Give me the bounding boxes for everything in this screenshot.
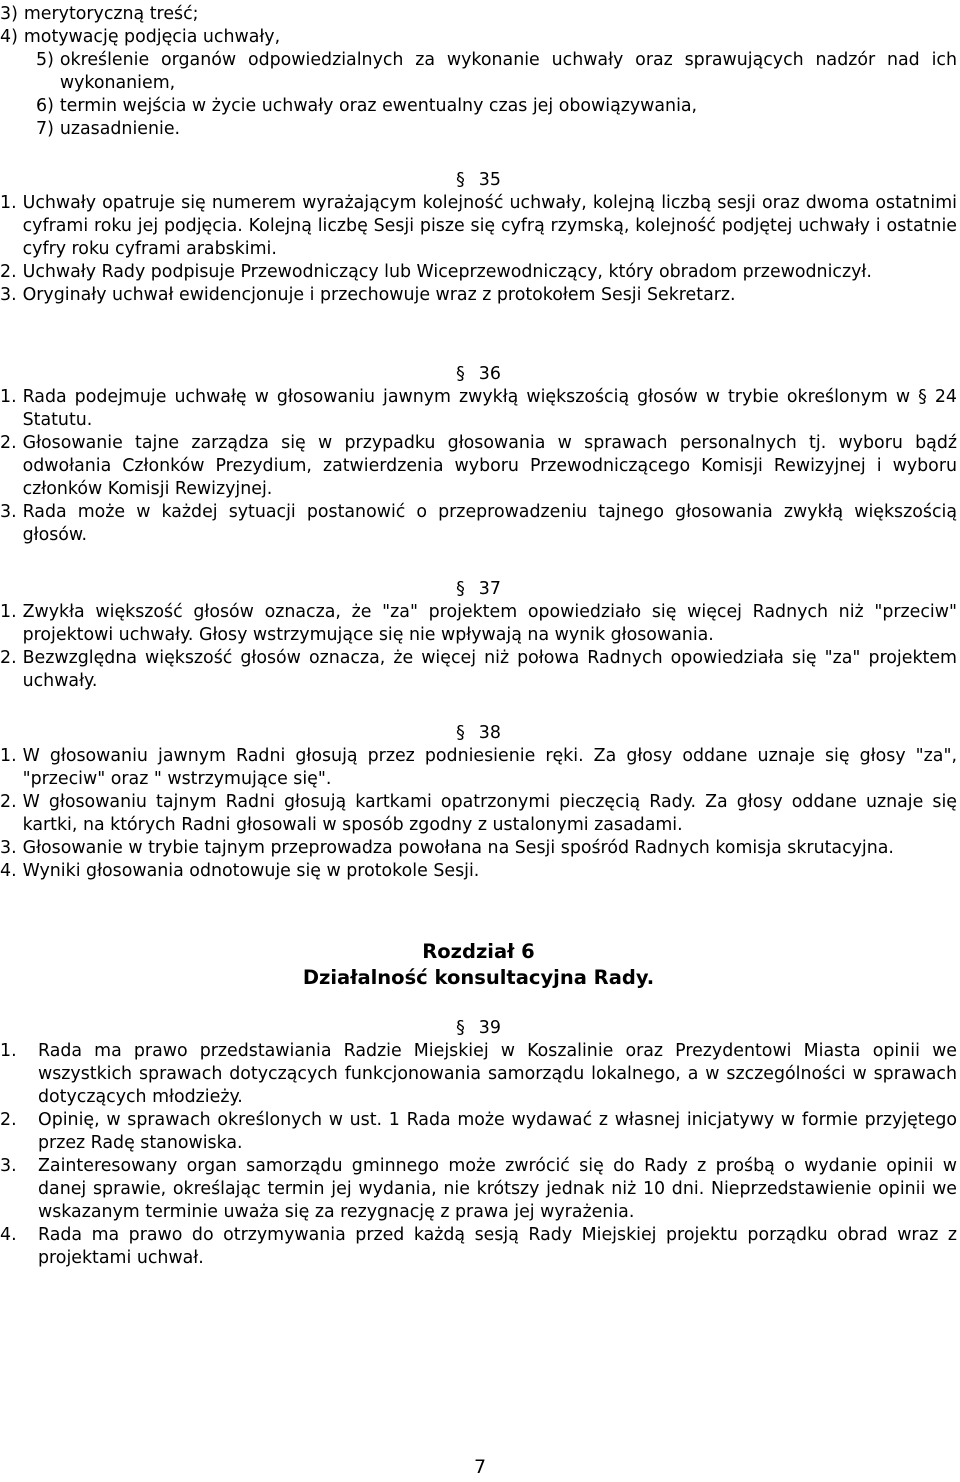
item-number: 5) (36, 50, 54, 70)
page-number: 7 (473, 1456, 487, 1478)
item-number: 2. (0, 262, 17, 282)
item-text: Uchwały Rady podpisuje Przewodniczący lub Wiceprzewodniczący, który obradom przewodniczył. (22, 262, 872, 282)
item-number: 2. (0, 792, 17, 812)
paragraph-symbol: § (456, 1018, 465, 1038)
paragraph-number: 37 (478, 579, 501, 599)
lead-list (0, 3, 957, 141)
item-number: 2. (0, 433, 17, 453)
chapter-subtitle: Działalność konsultacyjna Rady. (302, 966, 655, 989)
item-text: określenie organów odpowiedzialnych za wykonanie uchwały oraz sprawujących nadzór nad ich wykonaniem, (59, 50, 957, 93)
item-text: Rada ma prawo do otrzymywania przed każdą sesją Rady Miejskiej projektu porządku obrad wraz z projektami uchwał. (38, 1225, 957, 1268)
chapter-title: Rozdział 6 (422, 940, 535, 963)
paragraph-heading (0, 1017, 957, 1040)
item-number: 2. (0, 1110, 17, 1130)
list-item (0, 192, 957, 261)
paragraph-symbol: § (456, 579, 465, 599)
item-number: 7) (36, 119, 54, 139)
item-text: Głosowanie w trybie tajnym przeprowadza powołana na Sesji spośród Radnych komisja skrutacyjna. (22, 838, 894, 858)
item-number: 3. (0, 285, 17, 305)
lead-item (0, 49, 957, 95)
item-number: 4) (0, 27, 18, 47)
item-text: Zainteresowany organ samorządu gminnego może zwrócić się do Rady z prośbą o wydanie opinii w danej sprawie, określając termin jej wydania, nie krótszy jednak niż 10 dni. Nieprzedstawienie opinii we wskazanym terminie uważa się za rezygnację z prawa jej wyrażenia. (38, 1156, 957, 1222)
item-text-part: Rada podejmuje uchwałę w głosowaniu jawnym zwykłą większością głosów w trybie określonym w (22, 387, 919, 407)
list-item (0, 601, 957, 647)
item-number: 1. (0, 1041, 17, 1061)
item-number: 3. (0, 838, 17, 858)
lead-item (0, 3, 957, 26)
list-item (0, 1224, 957, 1270)
section-37 (0, 578, 957, 693)
lead-item (0, 118, 957, 141)
paragraph-number: 39 (478, 1018, 501, 1038)
paragraph-symbol: § (456, 170, 465, 190)
list-item (0, 261, 957, 284)
item-text: W głosowaniu jawnym Radni głosują przez podniesienie ręki. Za głosy oddane uznaje się głosy "za", "przeciw" oraz " wstrzymujące się". (22, 746, 957, 789)
item-text: Wyniki głosowania odnotowuje się w protokole Sesji. (22, 861, 480, 881)
section-38 (0, 722, 957, 883)
paragraph-heading (0, 363, 957, 386)
section-36 (0, 363, 957, 547)
item-text: Oryginały uchwał ewidencjonuje i przechowuje wraz z protokołem Sesji Sekretarz. (22, 285, 736, 305)
lead-item (0, 95, 957, 118)
item-text: termin wejścia w życie uchwały oraz ewentualny czas jej obowiązywania, (59, 96, 698, 116)
lead-item (0, 26, 957, 49)
item-text: Głosowanie tajne zarządza się w przypadku głosowania w sprawach personalnych tj. wyboru bądź odwołania Członków Prezydium, zatwierdzenia wyboru Przewodniczącego Komisji Rewizyjnej i wyboru członków Komisji Rewizyjnej. (22, 433, 957, 499)
paragraph-symbol: § (456, 723, 465, 743)
item-number: 3. (0, 502, 17, 522)
section-35 (0, 169, 957, 307)
paragraph-number: 36 (478, 364, 501, 384)
list-item (0, 647, 957, 693)
list-item (0, 501, 957, 547)
item-text: Rada ma prawo przedstawiania Radzie Miejskiej w Koszalinie oraz Prezydentowi Miasta opinii we wszystkich sprawach dotyczących funkcjonowania samorządu lokalnego, a w szczególności w sprawach dotyczących młodzieży. (38, 1041, 957, 1107)
item-number: 1. (0, 387, 17, 407)
list-item (0, 1040, 957, 1109)
item-number: 1. (0, 602, 17, 622)
item-number: 2. (0, 648, 17, 668)
item-text: W głosowaniu tajnym Radni głosują kartkami opatrzonymi pieczęcią Rady. Za głosy oddane uznaje się kartki, na których Radni głosowali w sposób zgodny z ustalonymi zasadami. (22, 792, 957, 835)
paragraph-heading (0, 169, 957, 192)
item-text: Zwykła większość głosów oznacza, że "za" projektem opowiedziało się więcej Radnych niż "przeciw" projektowi uchwały. Głosy wstrzymujące się nie wpływają na wynik głosowania. (22, 602, 957, 645)
list-item (0, 284, 957, 307)
item-number: 4. (0, 1225, 17, 1245)
list-item (0, 745, 957, 791)
list-item (0, 432, 957, 501)
item-number: 4. (0, 861, 17, 881)
paragraph-heading (0, 722, 957, 745)
item-number: 1. (0, 746, 17, 766)
list-item (0, 1155, 957, 1224)
paragraph-symbol: § (918, 387, 927, 407)
paragraph-heading (0, 578, 957, 601)
item-text: uzasadnienie. (59, 119, 181, 139)
list-item (0, 791, 957, 837)
paragraph-number: 35 (478, 170, 501, 190)
item-number: 1. (0, 193, 17, 213)
list-item (0, 837, 957, 860)
item-text: Uchwały opatruje się numerem wyrażającym kolejność uchwały, kolejną liczbą sesji oraz dwoma ostatnimi cyframi roku jej podjęcia. Kolejną liczbę Sesji pisze się cyfrą rzymską, kolejność podjętej uchwały i ostatnie cyfry roku cyframi arabskimi. (22, 193, 957, 259)
item-text: Opinię, w sprawach określonych w ust. 1 Rada może wydawać z własnej inicjatywy w formie przyjętego przez Radę stanowiska. (38, 1110, 957, 1153)
item-text: motywację podjęcia uchwały, (23, 27, 281, 47)
paragraph-number: 38 (478, 723, 501, 743)
item-number: 3. (0, 1156, 17, 1176)
list-item (0, 1109, 957, 1155)
item-text: merytoryczną treść; (23, 4, 199, 24)
chapter-heading (0, 939, 957, 991)
item-text-part: 24 Statutu. (22, 387, 957, 430)
list-item (0, 386, 957, 432)
section-39 (0, 1017, 957, 1270)
item-number: 3) (0, 4, 18, 24)
item-text (23, 386, 957, 432)
item-text: Bezwzględna większość głosów oznacza, że więcej niż połowa Radnych opowiedziała się "za" projektem uchwały. (22, 648, 957, 691)
item-number: 6) (36, 96, 54, 116)
paragraph-symbol: § (456, 364, 465, 384)
item-text: Rada może w każdej sytuacji postanowić o przeprowadzeniu tajnego głosowania zwykłą większością głosów. (22, 502, 957, 545)
list-item (0, 860, 957, 883)
